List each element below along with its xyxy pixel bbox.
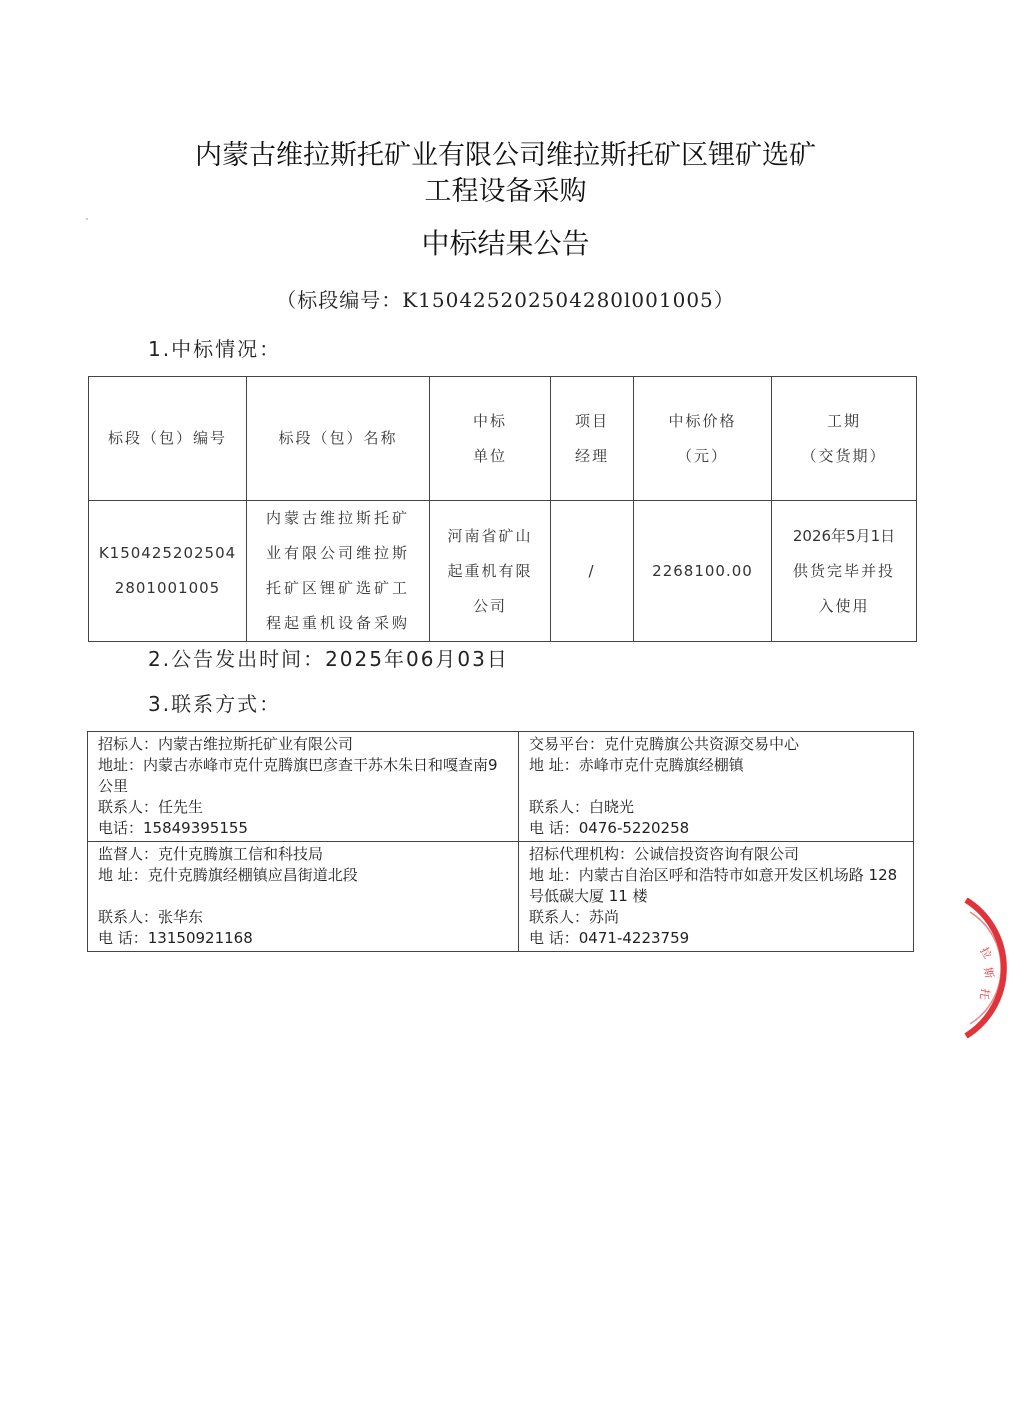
contact-supervisor bbox=[88, 842, 519, 952]
tenderer-name: 招标人：内蒙古维拉斯托矿业有限公司 bbox=[98, 735, 354, 753]
announcement-title: 中标结果公告 bbox=[421, 227, 590, 260]
cell-code: K150425202504 2801001005 bbox=[89, 501, 247, 642]
page-title-line1: 内蒙古维拉斯托矿业有限公司维拉斯托矿区锂矿选矿 bbox=[195, 140, 816, 171]
cell-price: 2268100.00 bbox=[634, 501, 772, 642]
supervisor-address: 地 址：克什克腾旗经棚镇应昌街道北段 bbox=[98, 866, 358, 884]
section-award-heading: 1.中标情况： bbox=[148, 337, 282, 361]
agency-contact: 联系人：苏尚 bbox=[529, 908, 620, 926]
platform-phone: 电 话：0476-5220258 bbox=[529, 819, 690, 837]
contact-tenderer bbox=[88, 732, 519, 842]
platform-name: 交易平台：克什克腾旗公共资源交易中心 bbox=[529, 735, 800, 753]
agency-address: 地 址：内蒙古自治区呼和浩特市如意开发区机场路 128 号低碳大厦 11 楼 bbox=[529, 866, 898, 905]
award-table bbox=[88, 376, 917, 642]
contact-platform bbox=[519, 732, 914, 842]
cell-winner: 河南省矿山 起重机有限 公司 bbox=[430, 501, 551, 642]
header-project-manager: 项目 经理 bbox=[551, 377, 634, 501]
platform-address: 地 址：赤峰市克什克腾旗经棚镇 bbox=[529, 756, 744, 774]
supervisor-phone: 电 话：13150921168 bbox=[98, 929, 253, 947]
tenderer-address: 地址：内蒙古赤峰市克什克腾旗巴彦查干苏木朱日和嘎查南9公里 bbox=[98, 756, 498, 795]
section-contact-heading: 3.联系方式： bbox=[148, 692, 282, 716]
contact-table bbox=[87, 731, 914, 952]
tenderer-contact: 联系人：任先生 bbox=[98, 798, 204, 816]
contact-row bbox=[88, 732, 914, 842]
cell-period: 2026年5月1日 供货完毕并投 入使用 bbox=[772, 501, 917, 642]
table-row bbox=[89, 501, 917, 642]
contact-agency bbox=[519, 842, 914, 952]
seal-glyphs: 斯 bbox=[981, 966, 996, 980]
header-price: 中标价格 （元） bbox=[634, 377, 772, 501]
supervisor-name: 监督人：克什克腾旗工信和科技局 bbox=[98, 845, 324, 863]
seal-glyphs: 托 bbox=[977, 987, 992, 1001]
agency-name: 招标代理机构：公诚信投资咨询有限公司 bbox=[529, 845, 800, 863]
supervisor-contact: 联系人：张华东 bbox=[98, 908, 204, 926]
contact-row bbox=[88, 842, 914, 952]
scan-speck bbox=[86, 218, 88, 220]
page-title-line2: 工程设备采购 bbox=[424, 176, 587, 207]
tenderer-phone: 电话：15849395155 bbox=[98, 819, 248, 837]
award-table-header bbox=[89, 377, 917, 501]
header-period: 工期 （交货期） bbox=[772, 377, 917, 501]
agency-phone: 电 话：0471-4223759 bbox=[529, 929, 690, 947]
platform-contact: 联系人：白晓光 bbox=[529, 798, 635, 816]
header-name: 标段（包）名称 bbox=[247, 377, 430, 501]
spacer bbox=[98, 886, 510, 907]
header-winner: 中标 单位 bbox=[430, 377, 551, 501]
seal-glyphs: 拉 bbox=[977, 945, 995, 962]
cell-project-manager: / bbox=[551, 501, 634, 642]
bid-number: （标段编号：K150425202504280l001005） bbox=[276, 288, 735, 312]
header-code: 标段（包）编号 bbox=[89, 377, 247, 501]
announcement-date: 2.公告发出时间：2025年06月03日 bbox=[148, 647, 509, 671]
cell-name: 内蒙古维拉斯托矿 业有限公司维拉斯 托矿区锂矿选矿工 程起重机设备采购 bbox=[247, 501, 430, 642]
official-seal-stamp bbox=[958, 898, 1011, 1038]
spacer bbox=[529, 776, 905, 797]
